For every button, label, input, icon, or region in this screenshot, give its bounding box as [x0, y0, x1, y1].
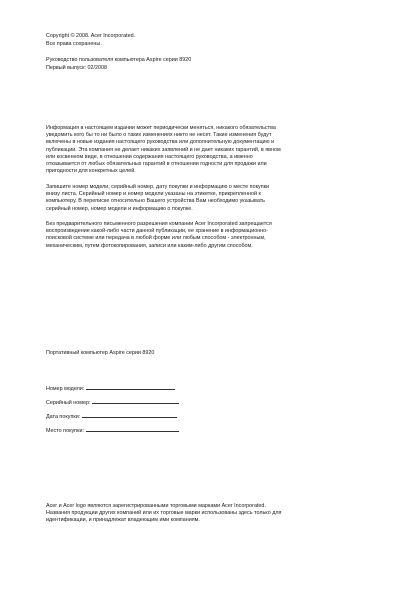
permission-line: воспроизведение какой-либо части данной публикации, ее хранение в информационно- [46, 228, 268, 235]
edition-line: Первый выпуск: 02/2008 [46, 65, 107, 71]
permission-paragraph [46, 221, 351, 250]
record-note-line: внизу листа. Серийный номер и номер модели указаны на этикетке, прикрепленной к [46, 191, 261, 198]
record-note-line: серийный номер, номер модели и информацию о покупке. [46, 205, 193, 212]
disclaimer-line: или косвенном виде, в отношении содержания настоящего руководства, а именно [46, 153, 253, 160]
disclaimer-line: включены в новые издания настоящего руководства или дополнительную документацию и [46, 139, 275, 146]
model-number-field [46, 384, 175, 393]
record-note-line: Запишите номер модели, серийный номер, дату покупки и информацию о месте покупки [46, 184, 270, 190]
serial-number-blank [92, 398, 179, 404]
disclaimer-line: пригодности для конкретных целей. [46, 168, 136, 175]
disclaimer-line: публикации. Эта компания не делает никаких заявлений и не дает никаких гарантий, в явном [46, 146, 281, 153]
manual-title: Руководство пользователя компьютера Aspire серии 8920 [46, 57, 192, 63]
purchase-date-blank [82, 412, 177, 418]
trademarks-paragraph [46, 503, 351, 525]
trademarks-line: идентификации, и принадлежат владеющим ими компаниям. [46, 517, 200, 524]
permission-line: механическим, путем фотокопирования, записи или каким-либо другим способом. [46, 242, 253, 249]
disclaimer-line: отказывается от любых обязательных гарантий в отношении годности для продажи или [46, 161, 267, 168]
model-number-blank [86, 384, 175, 390]
permission-line: поисковой системе или передача в любой форме или любым способом - электронным, [46, 235, 266, 242]
purchase-place-blank [86, 426, 179, 432]
disclaimer-line: уведомить кого бы то ни было о таких изменениях никто не несет. Такие изменения будут [46, 132, 272, 139]
serial-number-field [46, 398, 179, 407]
model-number-label: Номер модели: [46, 386, 85, 392]
serial-number-label: Серийный номер: [46, 400, 91, 406]
permission-line: Без предварительного письменного разрешения компании Acer Incorporated запрещается [46, 221, 272, 227]
trademarks-line: Названия продукции других компаний или их торговые марки использованы здесь только для [46, 510, 282, 517]
purchase-date-field [46, 412, 177, 421]
product-line: Портативный компьютер Aspire серии 8920 [46, 350, 155, 356]
disclaimer-line: Информация в настоящем издании может периодически меняться, никакого обязательства [46, 125, 276, 131]
copyright-line: Copyright © 2008. Acer Incorporated. [46, 33, 136, 39]
purchase-date-label: Дата покупки: [46, 414, 81, 420]
purchase-place-field [46, 426, 179, 435]
record-note-line: компьютеру. В переписке относительно Вашего устройства Вам необходимо указывать [46, 198, 265, 205]
record-note-paragraph [46, 184, 351, 213]
rights-line: Все права сохранены. [46, 41, 102, 47]
purchase-place-label: Место покупки: [46, 428, 84, 434]
trademarks-line: Acer и Acer logo являются зарегистрированными торговыми марками Acer Incorporated. [46, 503, 266, 509]
disclaimer-paragraph [46, 125, 351, 175]
